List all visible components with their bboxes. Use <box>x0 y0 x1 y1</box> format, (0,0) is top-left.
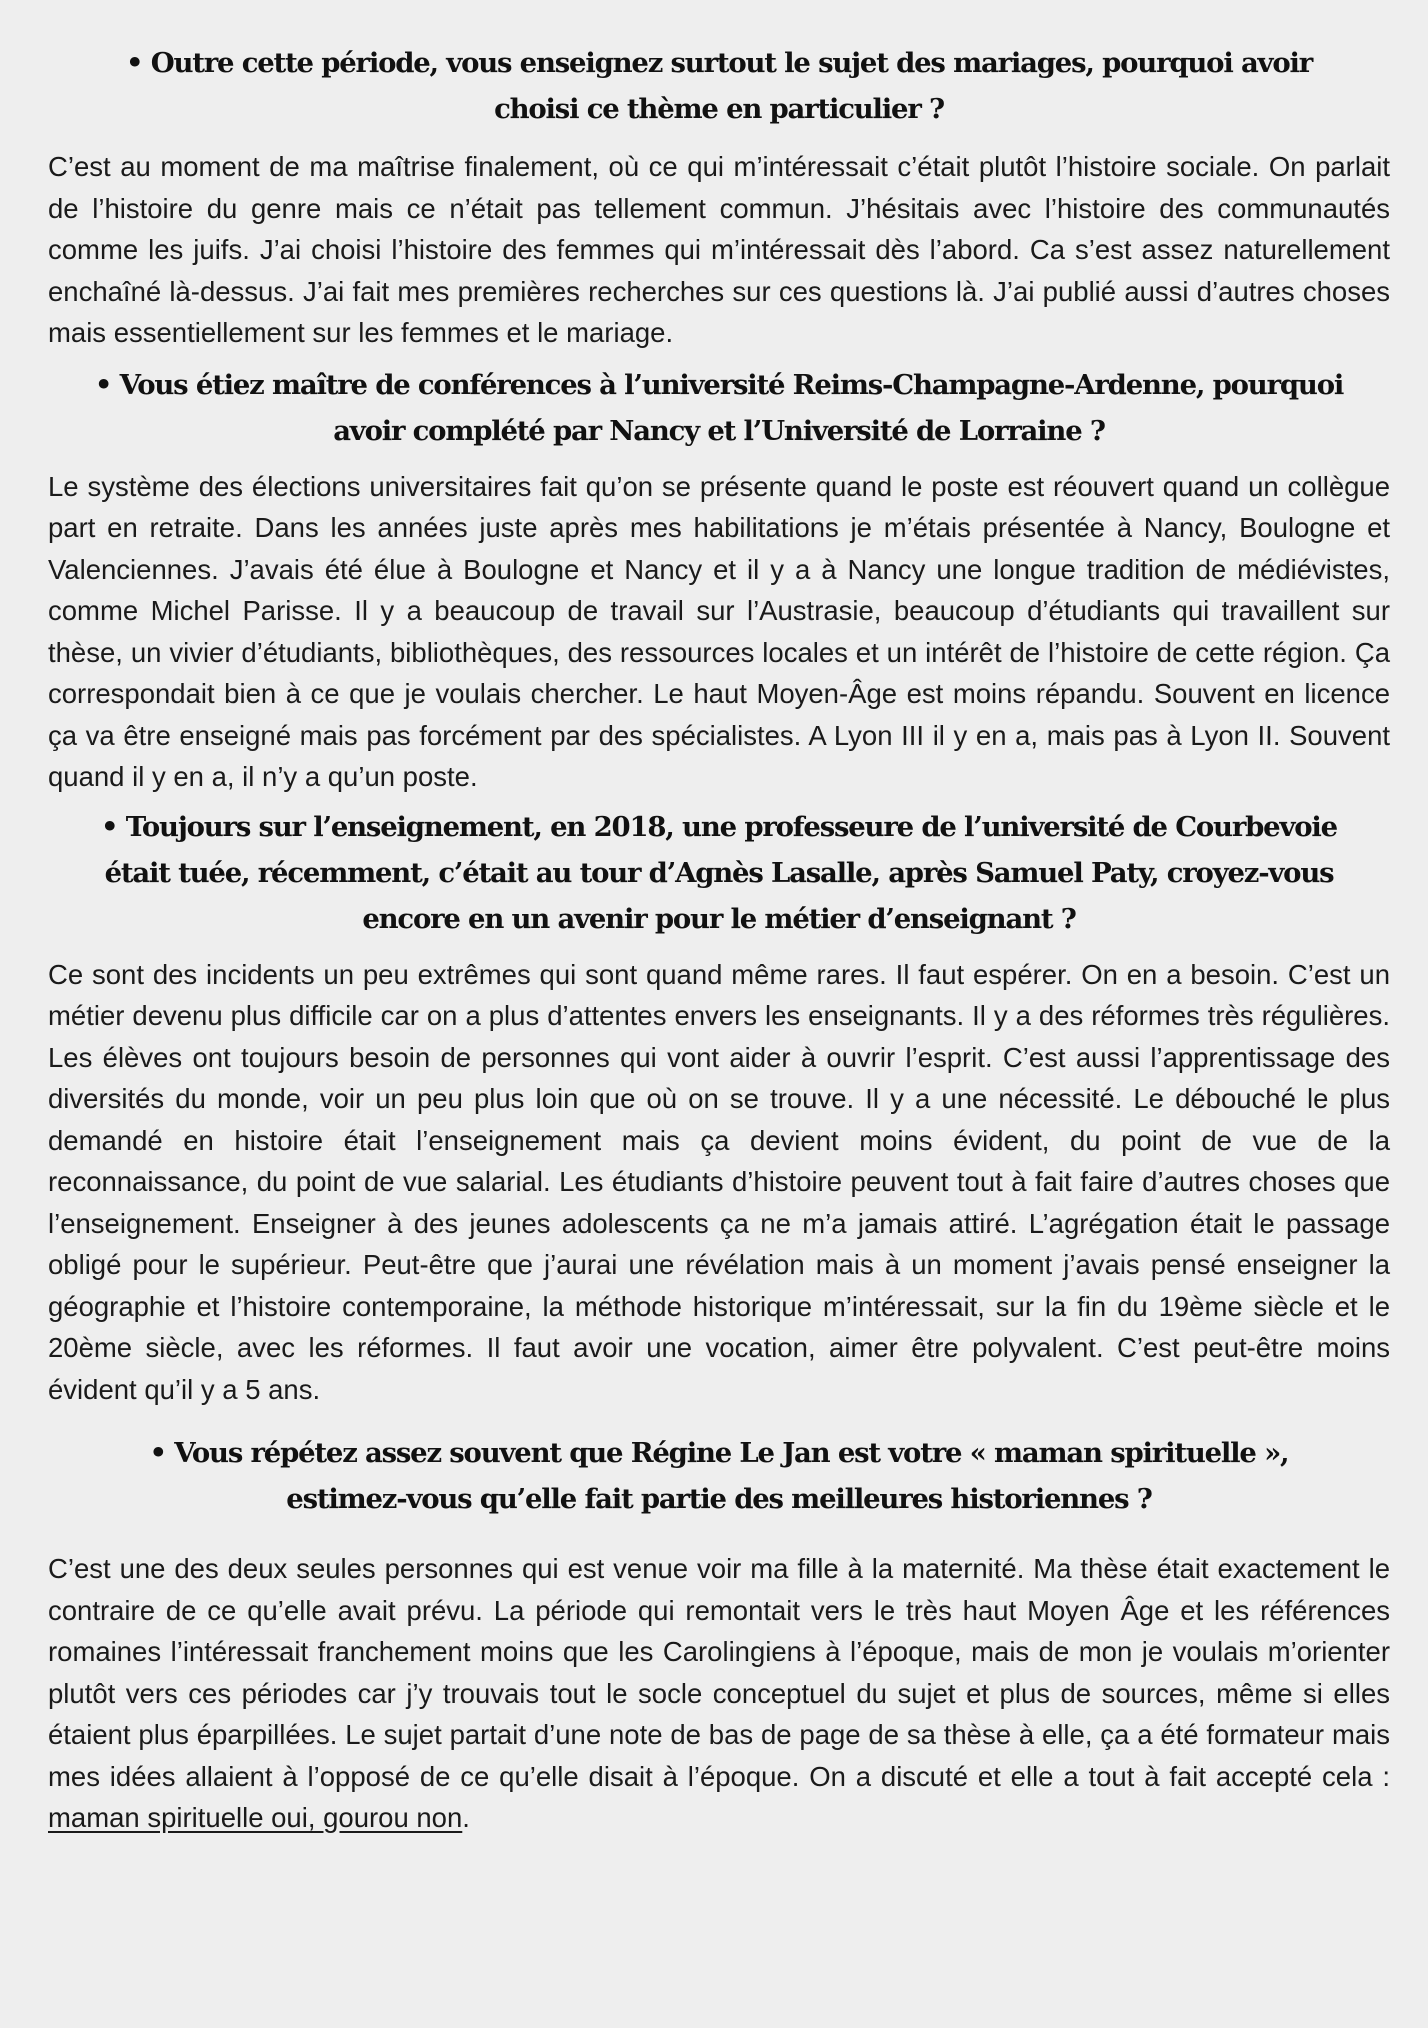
answer-paragraph: C’est au moment de ma maîtrise finalement, où ce qui m’intéressait c’était plutôt l’histoire sociale. On parlait de l’histoire du genre mais ce n’était pas tellement commun. J’hésitais avec l’histoire des communautés comme les juifs. J’ai choisi l’histoire des femmes qui m’intéressait dès l’abord. Ca s’est assez naturellement enchaîné là-dessus. J’ai fait mes premières recherches sur ces questions là. J’ai publié aussi d’autres choses mais essentiellement sur les femmes et le mariage. <box>48 151 1390 348</box>
answer-paragraph: Le système des élections universitaires fait qu’on se présente quand le poste est réouvert quand un collègue part en retraite. Dans les années juste après mes habilitations je m’étais présentée à Nancy, Boulogne et Valenciennes. J’avais été élue à Boulogne et Nancy et il y a à Nancy une longue tradition de médiévistes, comme Michel Parisse. Il y a beaucoup de travail sur l’Austrasie, beaucoup d’étudiants qui travaillent sur thèse, un vivier d’étudiants, bibliothèques, des ressources locales et un intérêt de l’histoire de cette région. Ça correspondait bien à ce que je voulais chercher. Le haut Moyen-Âge est moins répandu. Souvent en licence ça va être enseigné mais pas forcément par des spécialistes. A Lyon III il y en a, mais pas à Lyon II. Souvent quand il y en a, il n’y a qu’un poste. <box>48 470 1390 792</box>
question-heading: • Vous répétez assez souvent que Régine Le Jan est votre « maman spirituelle », estimez-vous qu’elle fait partie des meilleures historiennes ? <box>149 1437 1289 1515</box>
question-heading: • Toujours sur l’enseignement, en 2018, une professeure de l’université de Courbevoie était tuée, récemment, c’était au tour d’Agnès Lasalle, après Samuel Paty, croyez-vous encore en un avenir pour le métier d’enseignant ? <box>101 810 1337 935</box>
question-heading: • Outre cette période, vous enseignez surtout le sujet des mariages, pourquoi avoir choisi ce thème en particulier ? <box>125 47 1313 125</box>
question-heading: • Vous étiez maître de conférences à l’université Reims-Champagne-Ardenne, pourquoi avoir complété par Nancy et l’Université de Lorraine ? <box>94 368 1344 447</box>
underlined-quote: maman spirituelle oui, gourou non <box>48 1802 463 1833</box>
answer-text: C’est une des deux seules personnes qui est venue voir ma fille à la maternité. Ma thèse était exactement le contraire de ce qu’elle avait prévu. La période qui remontait vers le très haut Moyen Âge et les références romaines l’intéressait franchement moins que les Carolingiens à l’époque, mais de mon je voulais m’orienter plutôt vers ces périodes car j’y trouvais tout le socle conceptuel du sujet et plus de sources, même si elles étaient plus éparpillées. Le sujet partait d’une note de bas de page de sa thèse à elle, ça a été formateur mais mes idées allaient à l’opposé de ce qu’elle disait à l’époque. On a discuté et elle a tout à fait accepté cela : <box>48 1553 1390 1792</box>
answer-end: . <box>462 1802 470 1833</box>
answer-paragraph: Ce sont des incidents un peu extrêmes qui sont quand même rares. Il faut espérer. On en a besoin. C’est un métier devenu plus difficile car on a plus d’attentes envers les enseignants. Il y a des réformes très régulières. Les élèves ont toujours besoin de personnes qui vont aider à ouvrir l’esprit. C’est aussi l’apprentissage des diversités du monde, voir un peu plus loin que où on se trouve. Il y a une nécessité. Le débouché le plus demandé en histoire était l’enseignement mais ça devient moins évident, du point de vue de la reconnaissance, du point de vue salarial. Les étudiants d’histoire peuvent tout à fait faire d’autres choses que l’enseignement. Enseigner à des jeunes adolescents ça ne m’a jamais attiré. L’agrégation était le passage obligé pour le supérieur. Peut-être que j’aurai une révélation mais à un moment j’avais pensé enseigner la géographie et l’histoire contemporaine, la méthode historique m’intéressait, sur la fin du 19ème siècle et le 20ème siècle, avec les réformes. Il faut avoir une vocation, aimer être polyvalent. C’est peut-être moins évident qu’il y a 5 ans. <box>48 958 1390 1405</box>
answer-paragraph <box>48 1548 1390 1839</box>
